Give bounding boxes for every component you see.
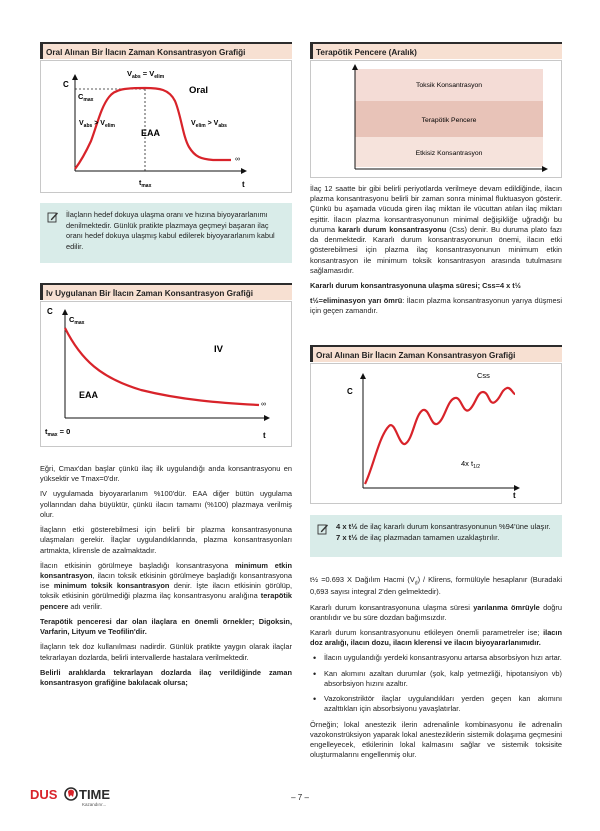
oral-label: Oral [189, 85, 209, 96]
t-axis-label: t [263, 431, 266, 440]
logo-word-right: TIME [79, 787, 111, 802]
therapeutic-window-chart [311, 61, 561, 177]
list-item: • İlacın uygulandığı yerdeki konsantrasyonu artarsa absorbsiyon hızı artar. [310, 653, 562, 663]
velim-gt-vabs-label: $V_{elim} > V_{abs}$ [191, 120, 227, 129]
four-half-life-label: 4x $t_{1/2}$ [461, 459, 481, 470]
note-line-1: 4 x t½ de ilaç kararlı durum konsantrasyonunun %94'üne ulaşır. [336, 522, 551, 531]
list-item: • Kan akımını azaltan durumlar (şok, kalp yetmezliği, hipotansiyon vb) absorbsiyon hızını azaltır. [310, 669, 562, 689]
steady-state-chart [311, 364, 561, 503]
tmax-zero-label: $t_{max} = 0$ [45, 427, 71, 438]
infinity-label: ∞ [261, 401, 266, 408]
paragraph-half-life: t½=eliminasyon yarı ömrü: İlacın plazma konsantrasyonun yarıya düşmesi için geçen zamandır. [310, 296, 563, 316]
section-title: Oral Alınan Bir İlacın Zaman Konsantrasyon Grafiği [46, 48, 246, 57]
iv-label: IV [214, 344, 223, 355]
section-title: Oral Alınan Bir İlacın Zaman Konsantrasyon Grafiği [316, 351, 516, 360]
note-text: İlaçların hedef dokuya ulaşma oranı ve hızına biyoyararlanımı denilmektedir. Günlük pratikte plazmaya geçmeyi başaran ilaç oranı hedef dokuya ulaşmış kabul edilerek biyoyararlanım kabul edilir. [66, 210, 275, 251]
section-title: Terapötik Pencere (Aralık) [316, 48, 417, 57]
logo-word-left: DUS [30, 787, 58, 802]
section-header-therapeutic-window [310, 42, 562, 59]
t-axis-label: t [513, 491, 516, 500]
right-body-text-2 [310, 575, 562, 765]
left-body-text [40, 464, 292, 693]
paragraph-steady-state-time: Kararlı durum konsantrasyonuna ulaşma süresi yarılanma ömrüyle doğru orantılıdır ve bu süre dozdan bağımsızdır. [310, 602, 562, 622]
paragraph: IV uygulamada biyoyararlanım %100'dür. EAA diğer bütün uygulama yollarından daha büyüktür, çünkü ilacın tamamı (%100) plazmaya verilmiş olur. [40, 489, 292, 519]
paragraph: İlaçların tek doz kullanılması nadirdir. Günlük pratikte yaygın olarak ilaçlar tekrarlayan dozlarda, belirli intervallerde hastalara verilmektedir. [40, 642, 292, 662]
eaa-label: EAA [79, 390, 99, 400]
note-line-2: 7 x t½ de ilaç plazmadan tamamen uzaklaştırılır. [336, 532, 500, 542]
paragraph-parameters: Kararlı durum konsantrasyonunu etkileyen önemli parametreler ise; ilacın doz aralığı, ilacın dozu, ilacın klerensi ve ilacın biyoyararlanımıdır. [310, 628, 562, 648]
paragraph-css-formula: Kararlı durum konsantrasyonuna ulaşma süresi; Css=4 x t½ [310, 280, 521, 290]
vabs-gt-velim-label: $V_{abs} > V_{elim}$ [79, 120, 115, 129]
section-title: Iv Uygulanan Bir İlacın Zaman Konsantrasyon Grafiği [46, 289, 254, 298]
right-body-text [310, 184, 562, 322]
list-item: • Vazokonstriktör ilaçlar uygulandıkları yerden geçen kan akımını azalttıkları için absorbsiyonu yavaşlatırlar. [310, 694, 562, 714]
paragraph-narrow-window-examples: Terapötik penceresi dar olan ilaçlara en önemli örnekler; Digoksin, Varfarin, Lityum ve Teofilin'dir. [40, 616, 292, 637]
infinity-label: ∞ [235, 156, 240, 163]
paragraph-repeated-dose: Belirli aralıklarda tekrarlayan dozlarda ilaç verildiğinde zaman konsantrasyon grafiğine bakılacak olursa; [40, 667, 292, 687]
section-header-iv-graph [40, 283, 292, 300]
iv-graph-box [40, 301, 292, 447]
c-label: C [47, 307, 53, 316]
paragraph-example: Örneğin; lokal anestezik ilerin adrenalinle kombinasyonu ile adrenalin vazokonstrüksiyon yaparak lokal anesteziklerin sistemik dolaşıma geçmesini engelleyecek, etkilerinin lokal kalmasını sağlar ve sistemik toksisite oluşturmalarını engellenmiş olur. [310, 719, 562, 760]
section-header-repeated-oral-graph [310, 345, 562, 362]
iv-concentration-chart [41, 302, 291, 446]
repeated-dose-curve [365, 388, 515, 484]
css-label: Css [477, 371, 490, 380]
oral-concentration-chart [41, 61, 291, 192]
tmax-label: $t_{max}$ [139, 180, 152, 189]
paragraph-therapeutic-window: İlacın etkisinin görülmeye başladığı konsantrasyona minimum etkin konsantrasyon, ilacın toksik etkisinin görülmeye başladığı konsantrasyona ise minimum toksik konsantrasyon denir. İşte ilacın etkisinin görülüp, toksik etkisinin görülmediği plazma ilaç konsantrasyonu aralığına terapötik pencere adı verilir. [40, 560, 292, 611]
cmax-label: $C_{max}$ [78, 92, 94, 103]
paragraph-half-life-formula: t½ =0.693 X Dağılım Hacmi $(V_d)$ / Klirens, formülüyle hesaplanır (Buradaki 0,693 sayısı integral 2'den gelmektedir). [310, 575, 562, 597]
oral-graph-box [40, 60, 292, 193]
therapeutic-band-label: Terapötik Pencere [421, 117, 477, 124]
note-icon [47, 211, 59, 223]
page-number: – 7 – [291, 793, 309, 802]
cmax-label: $C_{max}$ [69, 315, 85, 326]
paragraph: İlaçların etki gösterebilmesi için belirli bir plazma konsantrasyonuna ulaşmaları gerekir. İlaçlar uygulandıklarında, plazma konsantrasyonları artmakta, klirensle de azalmaktadır. [40, 525, 292, 555]
eaa-label: EAA [141, 128, 161, 138]
paragraph: Eğri, Cmax'dan başlar çünkü ilaç ilk uygulandığı anda konsantrasyonu en yüksektir ve Tmax=0'dır. [40, 464, 292, 484]
absorption-factors-list [310, 653, 562, 714]
section-header-oral-graph [40, 42, 292, 59]
therapeutic-window-box [310, 60, 562, 178]
ineffective-band-label: Etkisiz Konsantrasyon [415, 150, 483, 157]
note-half-life [310, 515, 562, 557]
note-bioavailability [40, 203, 292, 263]
note-icon [317, 523, 329, 535]
t-axis-label: t [242, 180, 245, 189]
vabs-eq-velim-label: $V_{abs} = V_{elim}$ [127, 69, 165, 80]
c-label: C [63, 80, 69, 89]
repeated-oral-graph-box [310, 363, 562, 504]
logo-tagline: Kazandırır... [82, 802, 107, 807]
toxic-band-label: Toksik Konsantrasyon [415, 82, 483, 89]
c-label: C [347, 387, 353, 396]
paragraph-steady-state: İlaç 12 saatte bir gibi belirli periyotlarda verilmeye devam edildiğinde, ilacın plazma konsantrasyonu belirli bir zaman sonra minimal fluktuasyon gösterir. Çünkü bu aşamada vücuda giren ilaç miktarı ile vücuttan atılan ilaç miktarı eşittir. İlacın plazma konsantrasyonunun minimal değişikliğe uğradığı bu duruma kararlı durum konsantrasyonu (Css) denir. Bu duruma plato fazı da denmektedir. Kararlı durum konsantrasyonunun önemi, ilacın etki gösterebilmesi için plazma ilaç konsantrasyonunun minimum etkin konsantrasyon ile minimum toksik konsantrasyon arasında tutulmasını sağlamasıdır. [310, 184, 562, 275]
